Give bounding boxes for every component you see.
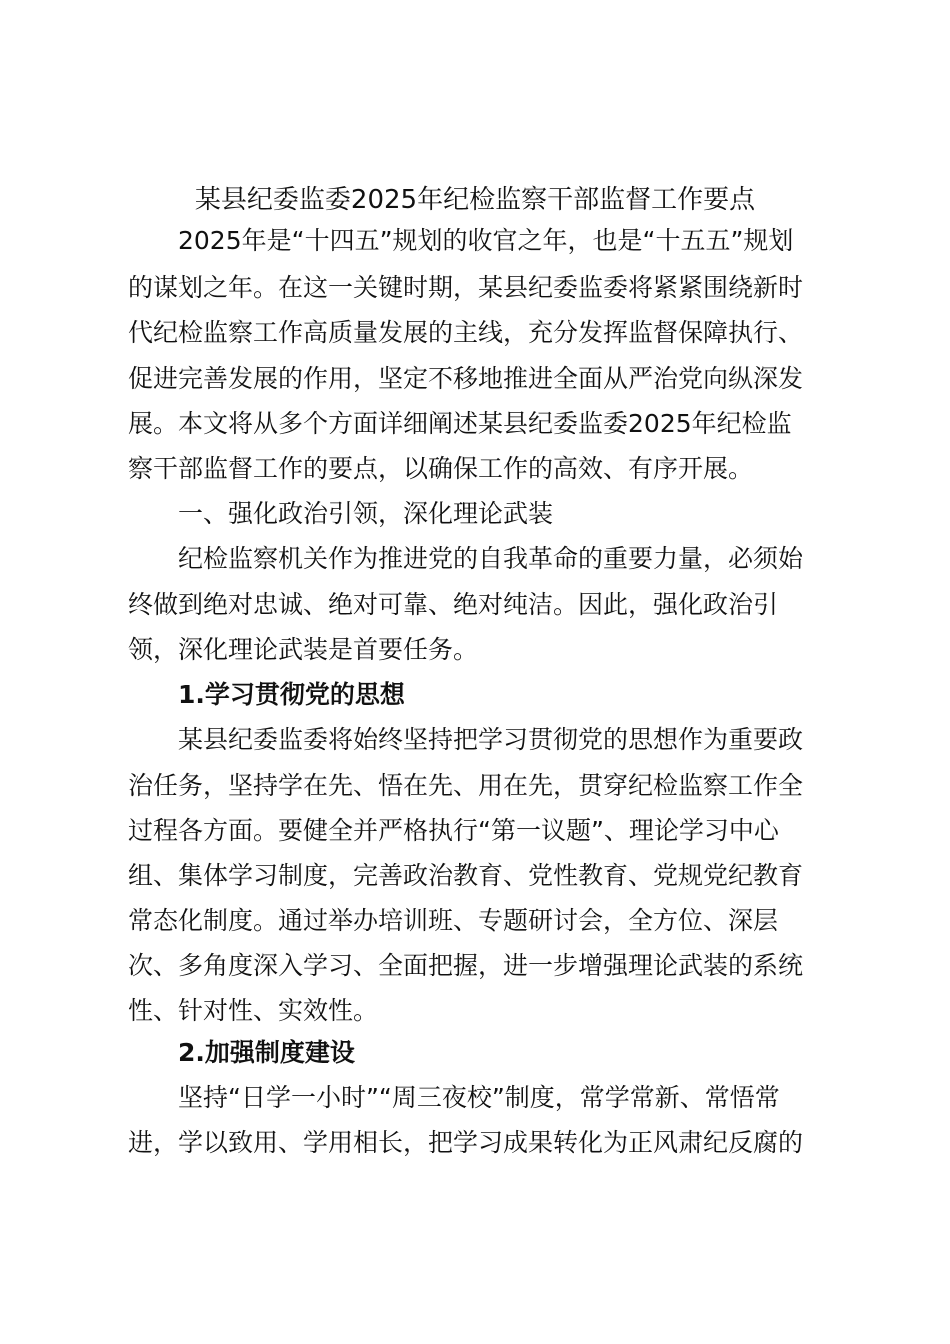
subsection-heading: 2.加强制度建设 [178, 1038, 355, 1067]
subsection-line: 性、针对性、实效性。 [128, 996, 379, 1025]
subsection-line: 某县纪委监委将始终坚持把学习贯彻党的思想作为重要政 [178, 725, 804, 754]
section-line: 纪检监察机关作为推进党的自我革命的重要力量，必须始 [178, 544, 804, 573]
subsection-line: 治任务，坚持学在先、悟在先、用在先，贯穿纪检监察工作全 [128, 771, 804, 800]
subsection-line: 常态化制度。通过举办培训班、专题研讨会，全方位、深层 [128, 906, 779, 935]
intro-line: 察干部监督工作的要点，以确保工作的高效、有序开展。 [128, 454, 754, 483]
intro-line: 促进完善发展的作用，坚定不移地推进全面从严治党向纵深发 [128, 364, 804, 393]
section-line: 终做到绝对忠诚、绝对可靠、绝对纯洁。因此，强化政治引 [128, 590, 779, 619]
section-heading: 一、强化政治引领，深化理论武装 [178, 499, 554, 528]
intro-line: 展。本文将从多个方面详细阐述某县纪委监委2025年纪检监 [128, 409, 792, 438]
intro-line: 代纪检监察工作高质量发展的主线，充分发挥监督保障执行、 [128, 318, 804, 347]
subsection-line: 组、集体学习制度，完善政治教育、党性教育、党规党纪教育 [128, 861, 804, 890]
subsection-line: 次、多角度深入学习、全面把握，进一步增强理论武装的系统 [128, 951, 804, 980]
intro-line: 2025年是“十四五”规划的收官之年，也是“十五五”规划 [178, 226, 794, 255]
document-title: 某县纪委监委2025年纪检监察干部监督工作要点 [194, 185, 756, 215]
subsection-heading: 1.学习贯彻党的思想 [178, 680, 405, 709]
subsection-line: 过程各方面。要健全并严格执行“第一议题”、理论学习中心 [128, 816, 779, 845]
section-line: 领，深化理论武装是首要任务。 [128, 635, 479, 664]
subsection-line: 坚持“日学一小时”“周三夜校”制度，常学常新、常悟常 [178, 1083, 780, 1112]
subsection-line: 进，学以致用、学用相长，把学习成果转化为正风肃纪反腐的 [128, 1128, 804, 1157]
intro-line: 的谋划之年。在这一关键时期，某县纪委监委将紧紧围绕新时 [128, 273, 804, 302]
